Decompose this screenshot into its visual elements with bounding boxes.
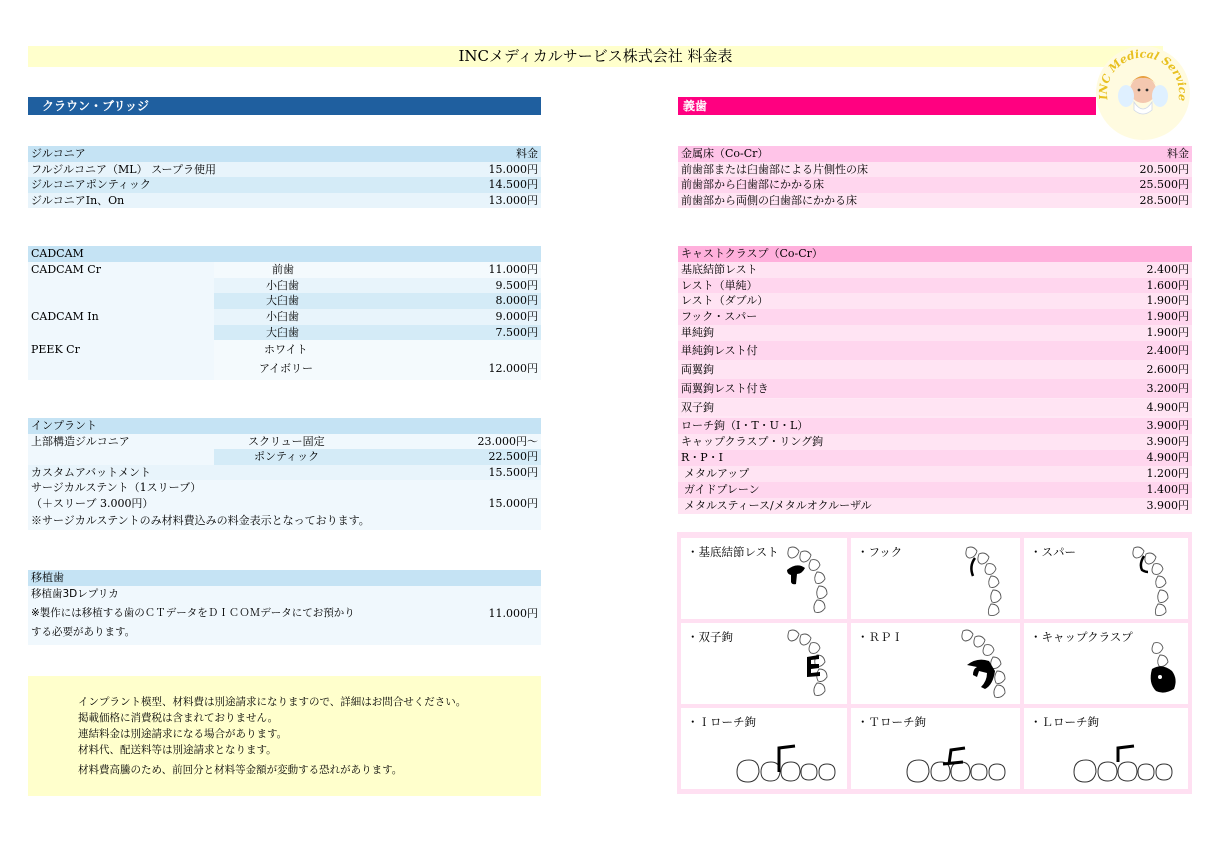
diagram-cell: ・Ｔローチ鉤 [851, 708, 1020, 789]
table-row: メタルスティース/メタルオクルーザル 3.900円 [678, 498, 1192, 514]
table-row: 上部構造ジルコニア スクリュー固定 23.000円～ [31, 434, 538, 448]
svg-text:INC Medical Service Corporatio: INC Medical Service [1096, 47, 1190, 102]
table-row: 前歯部から両側の臼歯部にかかる床 28.500円 [678, 193, 1192, 209]
table-row: レスト（ダブル） 1.900円 [678, 293, 1192, 309]
table-row: ※製作には移植する歯のＣＴデータをＤＩＣＯＭデータにてお預かり 11.000円 [31, 607, 538, 620]
table-row: カスタムアバットメント 15.500円 [28, 465, 541, 481]
table-row: キャップクラスプ・リング鉤 3.900円 [678, 434, 1192, 450]
table-row: 小臼歯 9.000円 [214, 309, 541, 325]
t-roach-clasp-diagram-icon [903, 738, 1017, 786]
notes-box [28, 676, 541, 796]
transplant-table [28, 570, 541, 645]
table-row: 単純鉤 1.900円 [678, 325, 1192, 341]
note-line: 材料代、配送料等は別途請求となります。 [78, 744, 277, 756]
table-row: R・P・I 4.900円 [678, 450, 1192, 466]
diagram-cell: ・基底結節レスト [681, 538, 847, 619]
table-row: ガイドプレーン 1.400円 [678, 482, 1192, 498]
clasp-header-row: キャストクラスプ（Co-Cr） [678, 246, 1192, 262]
table-row: ジルコニアポンティック 14.500円 [28, 177, 541, 193]
rpi-diagram-icon [949, 627, 1019, 703]
diagram-cell: ・ＲＰＩ [851, 623, 1020, 704]
company-logo [1094, 44, 1192, 142]
diagram-cell: ・Ｉローチ鉤 [681, 708, 847, 789]
diagram-cell: ・キャップクラスプ [1024, 623, 1188, 704]
table-row: する必要があります。 [31, 626, 136, 638]
table-row: ジルコニアIn、On 13.000円 [28, 193, 541, 209]
hook-diagram-icon [961, 542, 1017, 618]
diagram-cell: ・スパー [1024, 538, 1188, 619]
table-row: 基底結節レスト 2.400円 [678, 262, 1192, 278]
clasp-table [678, 246, 1192, 514]
table-row: 両翼鉤レスト付き 3.200円 [678, 379, 1192, 398]
twin-clasp-diagram-icon [781, 627, 847, 703]
table-row: アイボリー 12.000円 [259, 362, 538, 375]
table-row: CADCAM Cr 前歯 11.000円 [31, 263, 538, 276]
clasp-diagram-grid [677, 532, 1192, 794]
table-row: サージカルステント（1スリーブ） [31, 481, 202, 494]
page-title: INCメディカルサービス株式会社 料金表 [458, 47, 733, 65]
table-row: 単純鉤レスト付 2.400円 [678, 341, 1192, 360]
l-roach-clasp-diagram-icon [1070, 738, 1184, 786]
table-row: PEEK Cr ホワイト [31, 343, 308, 356]
table-row: 双子鉤 4.900円 [678, 399, 1192, 416]
table-row: メタルアップ 1.200円 [678, 466, 1192, 482]
note-line: インプラント模型、材料費は別途請求になりますので、詳細はお問合せください。 [78, 696, 467, 708]
table-row: （＋スリーブ 3.000円） 15.000円 [31, 497, 538, 510]
table-row: フック・スパー 1.900円 [678, 309, 1192, 325]
table-row: レスト（単純） 1.600円 [678, 278, 1192, 294]
i-roach-clasp-diagram-icon [733, 738, 845, 786]
table-row: CADCAM In [31, 310, 99, 323]
table-row: 小臼歯 9.500円 [214, 278, 541, 294]
transplant-header-row: 移植歯 [28, 570, 541, 586]
cingulum-rest-diagram-icon [781, 544, 847, 620]
note-line: 連結料金は別途請求になる場合があります。 [78, 728, 288, 740]
table-row: 前歯部または臼歯部による片側性の床 20.500円 [678, 162, 1192, 178]
note-line: 材料費高騰のため、前回分と材料等金額が変動する恐れがあります。 [78, 764, 403, 776]
note-line: 掲載価格に消費税は含まれておりません。 [78, 712, 279, 724]
zirconia-header-row: ジルコニア 料金 [28, 146, 541, 162]
table-row: 移植歯3Dレプリカ [31, 588, 119, 600]
spur-diagram-icon [1128, 542, 1184, 618]
cadcam-table [28, 246, 541, 380]
denture-header: 義歯 [678, 97, 1096, 115]
table-row: 前歯部から臼歯部にかかる床 25.500円 [678, 177, 1192, 193]
diagram-cell: ・フック [851, 538, 1020, 619]
implant-table [28, 418, 541, 530]
metal-base-header-row: 金属床（Co-Cr） 料金 [678, 146, 1192, 162]
cadcam-header-row: CADCAM [28, 246, 541, 262]
table-row: 大臼歯 7.500円 [214, 325, 541, 341]
table-row: ポンティック 22.500円 [214, 449, 541, 465]
diagram-cell: ・Ｌローチ鉤 [1024, 708, 1188, 789]
implant-note: ※サージカルステントのみ材料費込みの料金表示となっております。 [31, 514, 370, 527]
table-row: 両翼鉤 2.600円 [678, 360, 1192, 379]
table-row: フルジルコニア（ML） スープラ使用 15.000円 [28, 162, 541, 178]
diagram-cell: ・双子鉤 [681, 623, 847, 704]
implant-header-row: インプラント [28, 418, 541, 434]
table-row: ローチ鉤（I・T・U・L） 3.900円 [678, 418, 1192, 434]
table-row: 大臼歯 8.000円 [214, 293, 541, 309]
crown-bridge-header: クラウン・ブリッジ [28, 97, 541, 115]
cap-clasp-diagram-icon [1130, 641, 1186, 701]
logo-angel-face [1130, 77, 1156, 103]
